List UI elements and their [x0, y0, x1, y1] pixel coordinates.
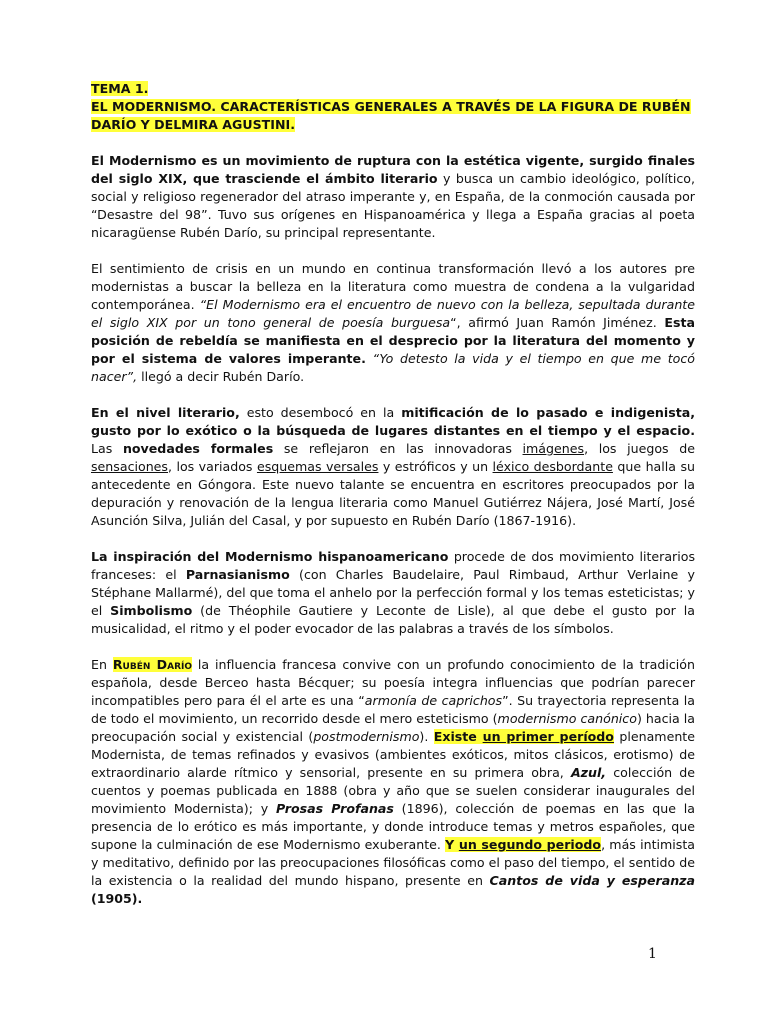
p3-text-1: esto desembocó en la [239, 405, 402, 420]
p5-italic-1: armonía de caprichos [364, 693, 503, 708]
p5-work-cantos: Cantos de vida y esperanza [489, 873, 695, 888]
p3-text-3: se reflejaron en las innovadoras [273, 441, 523, 456]
p3-underline-2: sensaciones [91, 459, 168, 474]
p5-text-4: ) hacia la preocupación social y existencial ( [91, 711, 695, 744]
p2-space [366, 351, 373, 366]
p5-highlight-2a: Y [445, 837, 459, 852]
p3-bold-2: mitificación de lo pasado e indigenista, gusto por lo exótico o la búsqueda de lugares distantes en el tiempo y el espacio. [91, 405, 696, 438]
p2-quote-2: “Yo detesto la vida y el tiempo en que me tocó nacer”, [91, 351, 695, 384]
p1-text: y busca un cambio ideológico, político, social y religioso regenerador del atraso imperante y, en España, de la conmoción causada por “Desastre del 98”. Tuvo sus orígenes en Hispanoamérica y llega a España gracias al poeta nicaragüense Rubén Darío, su principal representante. [91, 171, 695, 240]
p5-text-9: , más intimista y meditativo, definido por las preocupaciones filosóficas como el paso del tiempo, el sentido de la existencia o la realidad del mundo hispano, presente en [91, 837, 695, 888]
p1-bold: El Modernismo es un movimiento de ruptura con la estética vigente, surgido finales del siglo XIX, que trasciende el ámbito literario [91, 153, 695, 186]
heading-line2: EL MODERNISMO. CARACTERÍSTICAS GENERALES A TRAVÉS DE LA FIGURA DE RUBÉN DARÍO Y DELMIRA AGUSTINI. [91, 99, 691, 132]
p5-author-name: Rubén Darío [112, 657, 193, 672]
p3-bold-3: novedades formales [122, 441, 274, 456]
p4-bold-1: La inspiración del Modernismo hispanoamericano [91, 549, 449, 564]
p4-text-1: procede de dos movimiento literarios franceses: el [91, 549, 696, 582]
paragraph-1 [91, 152, 695, 242]
p5-text-8: (1896), colección de poemas en las que la presencia de lo erótico es más importante, y donde introduce temas y metros españoles, que supone la culminación de ese Modernismo exuberante. [91, 801, 695, 852]
p3-text-6: y estróficos y un [378, 459, 493, 474]
p4-text-2: (con Charles Baudelaire, Paul Rimbaud, Arthur Verlaine y Stéphane Mallarmé), del que toma el anhelo por la perfección formal y los temas esteticistas; y el [91, 567, 695, 618]
p5-work-azul: Azul, [570, 765, 607, 780]
p3-text-4: , los juegos de [584, 441, 695, 456]
p5-year: (1905). [91, 891, 143, 906]
p5-highlight-1b: un primer período [482, 729, 614, 744]
heading-line1: TEMA 1. [91, 81, 149, 96]
p5-italic-3: postmodernismo [313, 729, 420, 744]
p5-italic-2: modernismo canónico [497, 711, 637, 726]
p4-bold-3: Simbolismo [110, 603, 193, 618]
paragraph-4 [91, 548, 695, 638]
p3-underline-3: esquemas versales [256, 459, 379, 474]
p2-text-2: “, afirmó Juan Ramón Jiménez. [450, 315, 665, 330]
p2-quote-1: “El Modernismo era el encuentro de nuevo con la belleza, sepultada durante el siglo XIX por un tono general de poesía burguesa [91, 297, 695, 330]
p5-highlight-2b: un segundo periodo [458, 837, 602, 852]
p3-bold-1: En el nivel literario, [91, 405, 240, 420]
p3-underline-4: léxico desbordante [492, 459, 613, 474]
p5-highlight-1a: Existe [433, 729, 483, 744]
p5-text-3: ”. Su trayectoria representa la de todo el movimiento, un recorrido desde el mero esteticismo ( [91, 693, 695, 726]
p5-text-2: la influencia francesa convive con un profundo conocimiento de la tradición española, desde Berceo hasta Bécquer; su poesía integra influencias que podrían parecer incompatibles pero para él el arte es una “ [91, 657, 695, 708]
p5-text-5: ). [419, 729, 434, 744]
p4-bold-2: Parnasianismo [185, 567, 290, 582]
paragraph-5 [91, 656, 695, 908]
page-number: 1 [648, 946, 657, 962]
p3-text-5: , los variados [168, 459, 257, 474]
paragraph-2 [91, 260, 695, 386]
page-title [91, 80, 695, 134]
p5-text-1: En [91, 657, 113, 672]
p2-text-3: llegó a decir Rubén Darío. [137, 369, 305, 384]
p3-text-7: que halla su antecedente en Góngora. Este nuevo talante se encuentra en escritores preocupados por la depuración y renovación de la lengua literaria como Manuel Gutiérrez Nájera, José Martí, José Asunción Silva, Julián del Casal, y por supuesto en Rubén Darío (1867-1916). [91, 459, 695, 528]
document-body [91, 80, 695, 926]
p4-text-3: (de Théophile Gautiere y Leconte de Lisle), al que debe el gusto por la musicalidad, el ritmo y el poder evocador de las palabras a través de los símbolos. [91, 603, 695, 636]
p5-text-7: colección de cuentos y poemas publicada en 1888 (obra y año que se suelen considerar inaugurales del movimiento Modernista); y [91, 765, 695, 816]
p3-underline-1: imágenes [522, 441, 585, 456]
p5-text-6: plenamente Modernista, de temas refinados y evasivos (ambientes exóticos, mitos clásicos, erotismo) de extraordinario alarde rítmico y sensorial, presente en su primera obra, [91, 729, 695, 780]
p5-work-prosas: Prosas Profanas [275, 801, 394, 816]
paragraph-3 [91, 404, 695, 530]
p2-bold: Esta posición de rebeldía se manifiesta en el desprecio por la literatura del momento y por el sistema de valores imperante. [91, 315, 695, 366]
p2-text-1: El sentimiento de crisis en un mundo en continua transformación llevó a los autores pre modernistas a buscar la belleza en la literatura como muestra de condena a la vulgaridad contemporánea. [91, 261, 695, 312]
p3-text-2: Las [91, 441, 123, 456]
